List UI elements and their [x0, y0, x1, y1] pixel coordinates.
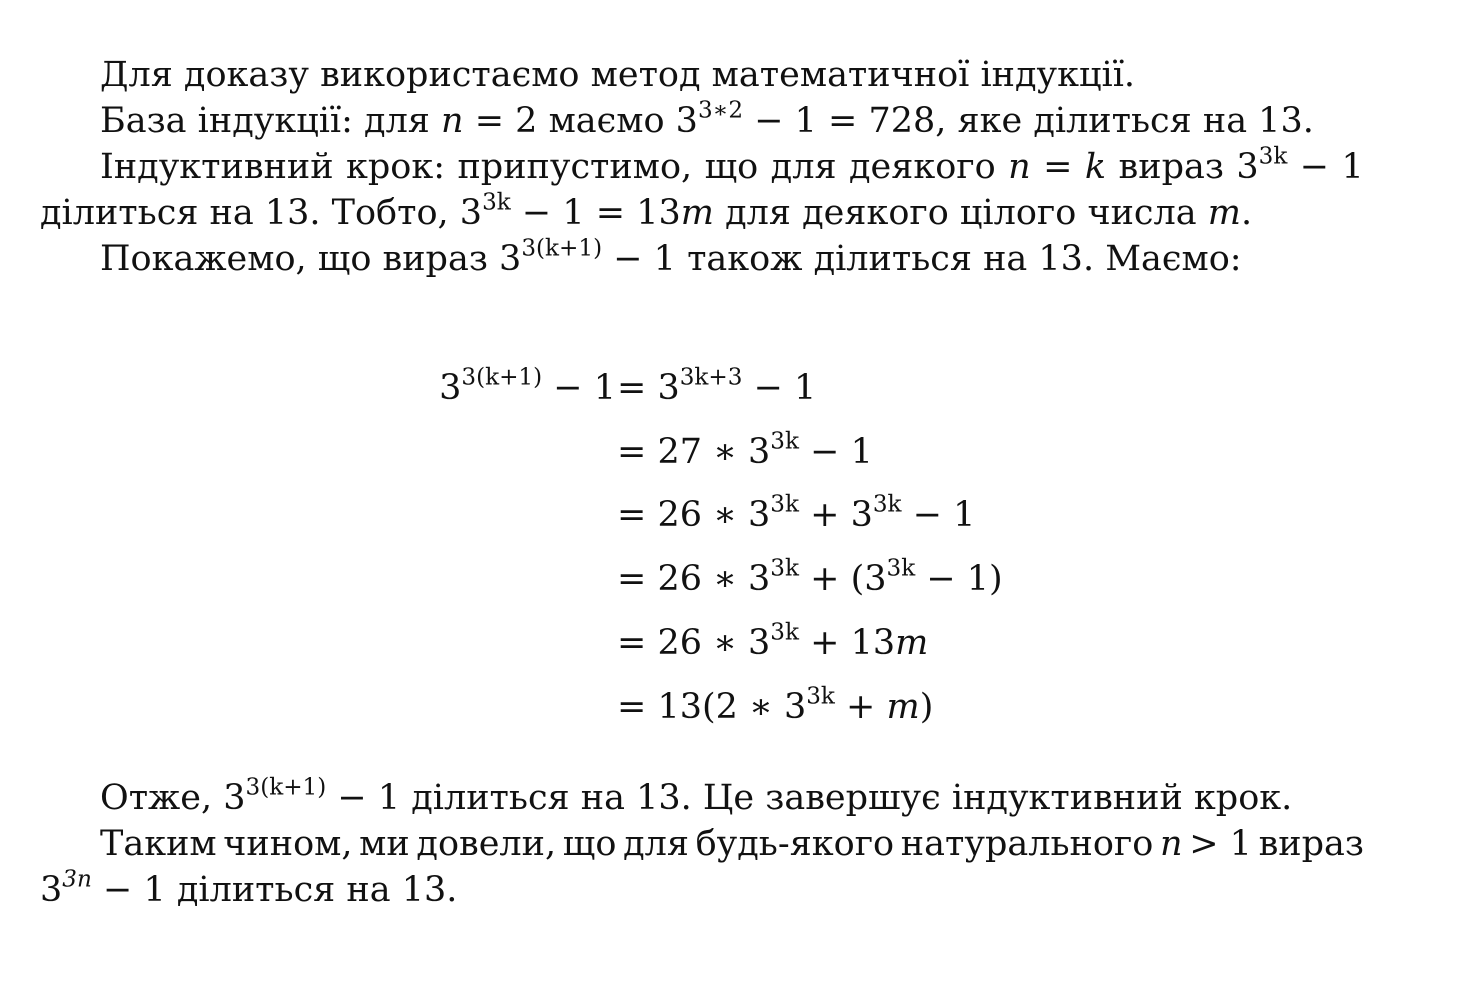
word: що: [562, 824, 617, 864]
base-case-text-c: − 1 = 728, яке ділиться на 13.: [754, 101, 1314, 141]
equation-row: [617, 492, 975, 538]
math-one: 1: [1341, 147, 1364, 187]
eq-part: − 1: [912, 495, 976, 535]
word: крок:: [346, 147, 446, 187]
final-base: 3: [40, 870, 63, 910]
word: чином,: [223, 824, 353, 864]
word: Таким: [100, 824, 217, 864]
base-case-text-a: База індукції: для: [100, 101, 430, 141]
math-var-n: n: [1159, 824, 1183, 864]
math-gt-one: > 1: [1189, 824, 1252, 864]
hypothesis-text-b: − 1 = 13: [521, 193, 681, 233]
final-line-end: [40, 867, 1364, 913]
math-equals: =: [1043, 147, 1073, 187]
lhs-tail: − 1: [553, 368, 616, 408]
hypothesis-text-a: ділиться на 13. Тобто, 3: [40, 193, 483, 233]
inductive-step-line: [40, 144, 1364, 190]
word: що: [704, 147, 759, 187]
base-case-var-n: n: [441, 101, 464, 141]
eq-exponent: 3k: [770, 555, 799, 582]
word: будь-якого: [695, 824, 895, 864]
equation-row: [617, 556, 1003, 602]
math-var-m: m: [680, 193, 714, 233]
math-power: [1236, 144, 1287, 190]
show-line: [40, 236, 1364, 282]
power-base: 3: [1236, 147, 1259, 187]
eq-part: = 26 ∗ 3: [617, 623, 771, 663]
eq-exponent: 3k: [770, 428, 799, 455]
math-var-m: m: [1207, 193, 1241, 233]
word: для: [623, 824, 689, 864]
equation-row: [617, 365, 816, 411]
word: вираз: [1118, 147, 1224, 187]
word: довели,: [416, 824, 557, 864]
word: вираз: [1258, 824, 1364, 864]
word: припустимо,: [457, 147, 693, 187]
equation-row: [617, 684, 933, 730]
eq-part: = 3: [617, 368, 680, 408]
power-exponent: 3k: [1258, 143, 1288, 170]
conclusion-text-b: − 1 ділиться на 13. Це завершує індуктивний крок.: [337, 778, 1293, 818]
show-text-a: Покажемо, що вираз 3: [100, 239, 522, 279]
eq-exponent: 3k: [886, 555, 916, 582]
equation-lhs: [439, 365, 616, 411]
eq-part: + 3: [810, 495, 873, 535]
conclusion-text-a: Отже, 3: [100, 778, 246, 818]
show-exponent: 3(k+1): [521, 235, 603, 262]
math-var-m: m: [886, 687, 920, 727]
word: деякого: [848, 147, 996, 187]
eq-part: = 26 ∗ 3: [617, 559, 771, 599]
final-exponent: 3n: [62, 866, 92, 893]
period: .: [1240, 193, 1253, 233]
eq-part: = 27 ∗ 3: [617, 432, 771, 472]
eq-exponent: 3k: [806, 683, 835, 710]
hypothesis-text-c: для деякого цілого числа: [725, 193, 1197, 233]
show-text-b: − 1 також ділиться на 13. Маємо:: [613, 239, 1242, 279]
equation-row: [617, 429, 873, 475]
intro-line: [40, 52, 1364, 98]
eq-exponent: 3k: [770, 491, 799, 518]
word: натурального: [900, 824, 1154, 864]
lhs-base: 3: [439, 368, 462, 408]
equation-row: [617, 620, 928, 666]
base-case-line: [40, 98, 1364, 144]
word: ми: [359, 824, 410, 864]
eq-exponent: 3k: [770, 619, 799, 646]
final-text: − 1 ділиться на 13.: [103, 870, 458, 910]
math-var-n: n: [1008, 147, 1031, 187]
word: Індуктивний: [100, 147, 334, 187]
word: для: [770, 147, 837, 187]
eq-part: − 1: [753, 368, 817, 408]
final-line: [40, 821, 1364, 867]
intro-text: Для доказу використаємо метод математичної індукції.: [100, 55, 1136, 95]
hypothesis-line: [40, 190, 1364, 236]
hypothesis-exponent: 3k: [482, 189, 511, 216]
conclusion-line: [40, 775, 1364, 821]
eq-part: +: [846, 687, 876, 727]
math-var-m: m: [895, 623, 929, 663]
eq-part: + 13: [810, 623, 896, 663]
eq-part: = 26 ∗ 3: [617, 495, 771, 535]
eq-part: − 1): [926, 559, 1003, 599]
lhs-exponent: 3(k+1): [461, 364, 543, 391]
math-minus: −: [1299, 147, 1330, 187]
math-var-k: k: [1084, 147, 1107, 187]
eq-exponent: 3k: [872, 491, 902, 518]
conclusion-exponent: 3(k+1): [245, 774, 327, 801]
base-case-text-b: = 2 маємо 3: [474, 101, 698, 141]
eq-part: = 13(2 ∗ 3: [617, 687, 807, 727]
eq-part: − 1: [810, 432, 873, 472]
eq-part: ): [919, 687, 934, 727]
base-case-exponent: 3∗2: [697, 97, 744, 124]
eq-exponent: 3k+3: [679, 364, 743, 391]
eq-part: + (3: [810, 559, 887, 599]
